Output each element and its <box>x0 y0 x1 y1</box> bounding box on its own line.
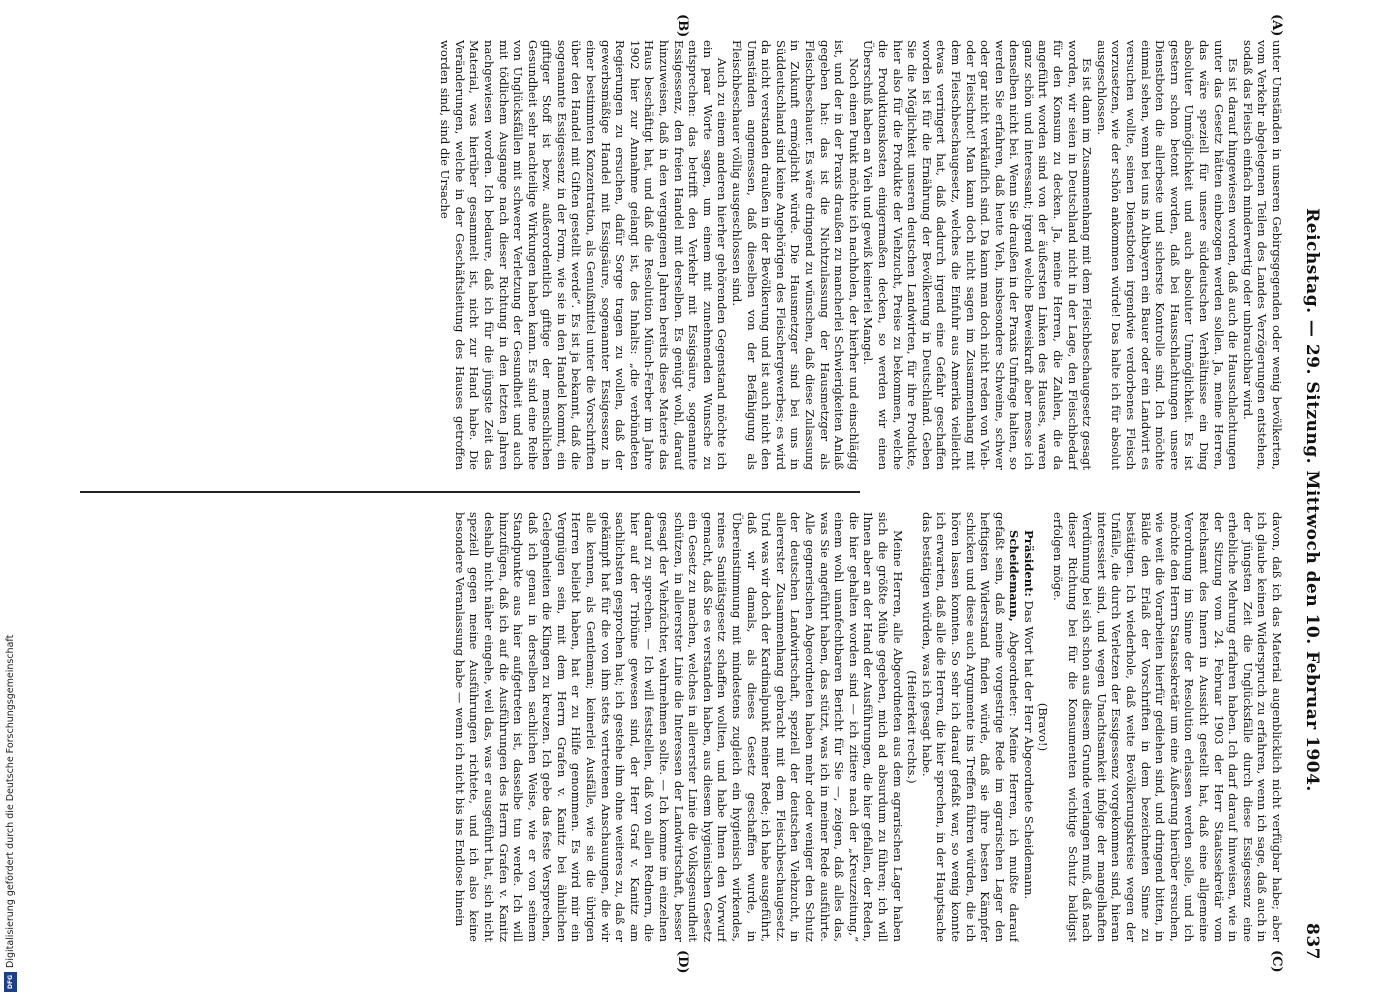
margin-marker-b: (B) <box>675 14 690 38</box>
speaker-text: Abgeordneter: Meine Herren, ich mußte darauf gefaßt sein, daß meine vorgestrige Rede im agrarischen Lager den heftigsten Widerstand finden würde, daß sie ihre besten Kämpfer schicken und diese auch Argumente ins Treffen führen würden, die ich hören lassen konnten. So sehr ich darauf gefaßt war, so wenig konnte ich erwarten, daß alle die Herren, die hier sprechen, in der Hauptsache das bestätigen würden, was ich gesagt habe. <box>919 512 1022 942</box>
applause-note: (Bravo!) <box>1036 702 1051 752</box>
president-text: Das Wort hat der Herr Abgeordnete Scheidemann. <box>1021 600 1036 900</box>
column-divider <box>80 491 860 493</box>
speaker-label: Scheidemann, <box>1007 530 1022 622</box>
dfg-footer <box>2 12 20 992</box>
paragraph: davon, daß ich das Material augenblicklich nicht verfügbar habe; aber ich glaube keinen Widerspruch zu erfahren, wenn ich sage, daß auch in der jüngsten Zeit die Unglücksfälle durch diese Essigessenz eine erhebliche Mehrung erfahren haben. Ich darf darauf hinweisen, wie in der Sitzung vom 24. Februar 1903 der Herr Staatssekretär vom Reichsamt des Innern in Aussicht gestellt hat, daß eine allgemeine Verordnung im Sinne der Resolution erlassen werden solle, und ich möchte den Herrn Staatssekretär um eine Äußerung hierüber ersuchen, wie weit die Vorarbeiten hierfür gediehen sind, und dringend bitten, in Bälde den Erlaß der Vorschriften in dem bezeichneten Sinne zu bestätigen. Ich wiederhole, daß weite Bevölkerungskreise wegen der Unfälle, die durch Verletzen der Essigessenz vorgekommen sind, hieran interessiert sind, und wegen Unachtsamkeit infolge der mangelhaften Verdünnung bei sich schon aus diesem Grunde verlangen muß, daß nach dieser Richtung bei für die Konsumenten wichtige Schutz baldigst erfolgen möge. <box>1051 512 1284 942</box>
paragraph: Es ist dann im Zusammenhang mit dem Fleischbeschaugesetz gesagt worden, wir seien in Deutschland nicht in der Lage, den Fleischbedarf für den Konsum zu decken. Ja, meine Herren, die Zahlen, die da angeführt worden sind von der äußersten Linken des Hauses, waren ganz schön und interessant; irgend welche Beweiskraft aber messe ich denselben nicht bei. Wenn Sie draußen in der Praxis Umfrage halten, so werden Sie erfahren, daß heute Vieh, insbesondere Schweine, schwer oder gar nicht verkäuflich sind. Da kann man doch nicht reden von Vieh- oder Fleischnot! Man kann doch nicht sagen im Zusammenhang mit dem Fleischbeschaugesetz, welches die Einfuhr aus Amerika vielleicht etwas verringert hat, daß dadurch irgend eine Gefahr geschaffen worden ist für die Ernährung der Bevölkerung in Deutschland. Geben Sie die Möglichkeit unseren deutschen Landwirten, für ihre Produkte, hier also für die Produkte der Viehzucht, Preise zu bekommen, welche die Produktionskosten einigermaßen decken, so werden wir einen Überschuß haben an Vieh und gewiß keinerlei Mangel. <box>861 40 1095 470</box>
right-column <box>24 512 1284 942</box>
dfg-logo-icon: DFG <box>4 972 17 992</box>
paragraph: Noch einen Punkt möchte ich nachholen, der hierher und einschlägig ist, und der in der Praxis draußen zu mancherlei Schwierigkeiten Anlaß gegeben hat: das ist die Nichtzulassung der Hausmetzger als Fleischbeschauer. Es wäre dringend zu wünschen, daß diese Zulassung in Zukunft ermöglicht würde. Die Hausmetzger sind bei uns in Süddeutschland sind keine Angehörigen des Fleischergewerbes; es wird da nicht verstanden draußen in der Bevölkerung und ist auch nicht den Umständen angemessen, daß dieselben von der Befähigung als Fleischbeschauer völlig ausgeschlossen sind. <box>730 40 861 470</box>
paragraph: Es ist darauf hingewiesen worden, daß auch die Hausschlachtungen unter das Gesetz hätten einbezogen werden sollen. Ja, meine Herren, das wäre speziell für unsere süddeutschen Verhältnisse ein Ding absoluter Unmöglichkeit und auch absoluter Unmöglichkeit. Es ist gestern schon betont worden, daß bei Hausschlachtungen unsere Dienstboten die allerbeste und sicherste Kontrolle sind. Ich möchte einmal sehen, wenn bei uns in Altbayern ein Bauer oder ein Landwirt es versuchen wollte, seinen Dienstboten irgendwie verdorbenes Fleisch vorzusetzen, wie der schön ankommen würde! Das halte ich für absolut ausgeschlossen. <box>1094 40 1241 470</box>
paragraph: Meine Herren, alle Abgeordneten aus dem agrarischen Lager haben sich die größte Mühe gegeben, mich ad absurdum zu führen; ich will Ihnen aber an der Hand der Ausführungen, die hier gefallen, der Reden, die hier gehalten worden sind — ich zitiere nach der „Kreuzzeitung,“ einem wohl unanfechtbaren Bericht für Sie —, zeigen, daß alles das, was Sie angeführt haben, das stützt, was ich in meiner Rede ausführte. Alle gegnerischen Abgeordneten haben mehr oder weniger den Schutz der deutschen Landwirtschaft, speziell der deutschen Viehzucht, in allererster Zusammenhang gebracht mit dem Fleischbeschaugesetz. Und was wir doch der Kardinalpunkt meiner Rede; ich habe ausgeführt, daß wir damals, als dieses Gesetz geschaffen wurde, in Übereinstimmung mit mindestens zugleich ein hygienisch wirkendes, reines Sanitätsgesetz schaffen wollten, und habe Ihnen den Vorwurf gemacht, daß Sie es verstanden haben, aus diesem hygienischen Gesetz ein Gesetz zu machen, welches in allererster Linie die Volksgesundheit schützen, in allererster Linie die Interessen der Landwirtschaft, besser gesagt der Viehzüchter, wahrnehmen sollte. — Ich komme im einzelnen darauf zu sprechen. — Ich will feststellen, daß von allen Rednern, die hier auf der Tribüne gewesen sind, der Herr Graf v. Kanitz am sachlichsten gesprochen hat; ich gestehe ihm ohne weiteres zu, daß er gekämpft hat für die von ihm stets vertretenen Anschauungen, die wir alle kennen, als Gentleman; keinerlei Ausfälle, wie sie die übrigen Herren beliebt haben, hat er zu Hilfe genommen. Es wird mir ein Vergnügen sein, mit dem Herrn Grafen v. Kanitz bei ähnlichen Gelegenheiten die Klingen zu kreuzen. Ich gebe das feste Versprechen, daß ich genau in derselben sachlichen Weise, wie er von seinem Standpunkte aus hier aufgetreten ist, dasselbe tun werde. Ich will hinzufügen, daß ich auf die Ausführungen des Herrn Grafen v. Kanitz deshalb nicht näher eingehe, weil das, was er ausgeführt hat, sich nicht speziell gegen meine Ausführungen richtete, und ich also keine besondere Veranlassung habe — wenn ich nicht bis ins Endlose hinein <box>452 512 905 942</box>
page-header <box>1292 40 1322 960</box>
dfg-credit: Digitalisierung gefördert durch die Deutsche Forschungsgemeinschaft <box>5 634 16 968</box>
paragraph: unter Umständen in unseren Gebirgsgegenden oder wenig bevölkerten, vom Verkehr abgelegenen Teilen des Landes Verzögerungen entstehen, sodaß das Fleisch einfach minderwertig oder unbrauchbar wird. <box>1240 40 1284 470</box>
president-label: Präsident: <box>1021 530 1036 597</box>
margin-marker-a: (A) <box>1269 14 1284 37</box>
paragraph: Auch zu einem anderen hierher gehörenden Gegenstand möchte ich ein paar Worte sagen, um einem mit zunehmenden Wunsche zu entsprechen: das betrifft den Verkehr mit Essigsäure, sogenannte Essigessenz, den freien Handel mit derselben. Es genügt wohl, darauf hinzuweisen, daß in den vergangenen Jahren bereits diese Materie das Haus beschäftigt hat, und daß die Resolution Münch-Ferber im Jahre 1902 hier zur Annahme gelangt ist, des Inhalts: „die verbündeten Regierungen zu ersuchen, dafür Sorge tragen zu wollen, daß der gewerbsmäßige Handel mit Essigsäure, sogenannter Essigessenz in einer bestimmten Konzentration, als Genußmittel unter die Vorschriften über den Handel mit Giften gestellt werde“. Es ist ja bekannt, daß die sogenannte Essigessenz in der Form, wie sie in den Handel kommt, ein giftiger Stoff ist bezw. außerordentlich giftige der menschlichen Gesundheit sehr nachteilige Wirkungen haben kann. Es sind eine Reihe von Unglücksfällen mit schwerer Verletzung der Gesundheit und auch mit tödlichem Ausgange nach dieser Richtung in den letzten Jahren nachgewiesen worden. Ich bedaure, daß ich für die jüngste Zeit das Material, was hierüber gesammelt ist, nicht zur Hand habe. Die Veränderungen, welche in der Geschäftsleitung des Hauses getroffen worden sind, sind die Ursache <box>438 40 730 470</box>
running-title: Reichstag. — 29. Sitzung. Mittwoch den 10. Februar 1904. <box>1302 208 1322 792</box>
speaker-statement <box>919 512 1021 942</box>
margin-marker-d: (D) <box>675 950 690 974</box>
laughter-note: (Heiterkeit rechts.) <box>905 670 920 784</box>
president-statement <box>1021 512 1036 942</box>
left-column <box>24 40 1284 470</box>
margin-marker-c: (C) <box>1269 950 1284 973</box>
page-number: 837 <box>1302 923 1322 960</box>
